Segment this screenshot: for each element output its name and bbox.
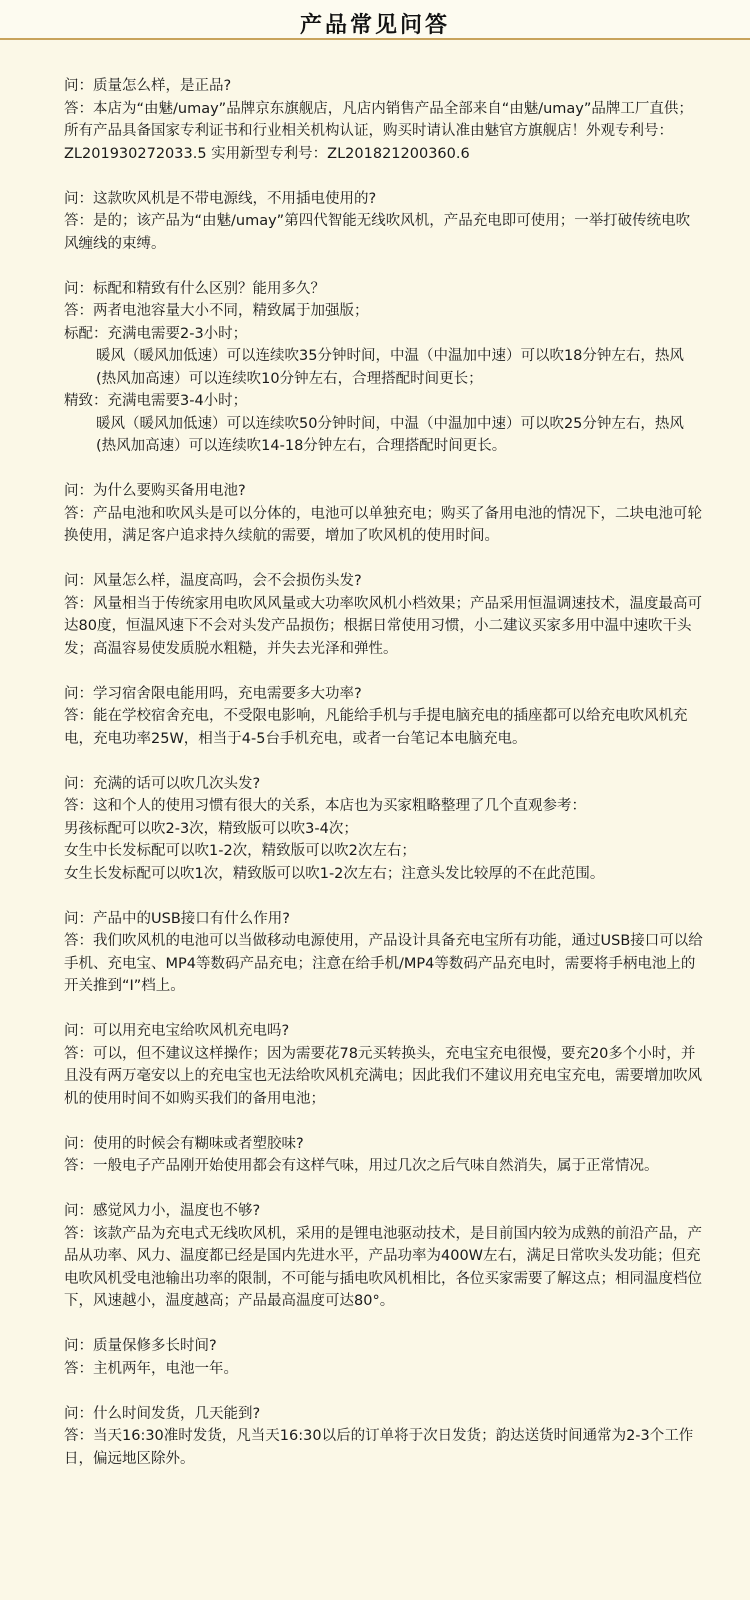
faq-item — [64, 278, 704, 458]
faq-list — [64, 75, 704, 1493]
faq-item — [64, 908, 704, 998]
faq-answer-line: 答：两者电池容量大小不同，精致属于加强版； — [64, 303, 369, 319]
faq-answer-line: 答：这和个人的使用习惯有很大的关系，本店也为买家粗略整理了几个直观参考： — [64, 798, 586, 814]
faq-answer-line: 答：当天16:30准时发货，凡当天16:30以后的订单将于次日发货；韵达送货时间通常为2-3个工作日，偏远地区除外。 — [64, 1428, 694, 1467]
faq-item — [64, 188, 704, 256]
faq-answer-line: 女生中长发标配可以吹1-2次，精致版可以吹2次左右； — [64, 843, 416, 859]
faq-item — [64, 683, 704, 751]
faq-item — [64, 570, 704, 660]
faq-answer-line: 答：我们吹风机的电池可以当做移动电源使用，产品设计具备充电宝所有功能，通过USB接口可以给手机、充电宝、MP4等数码产品充电；注意在给手机/MP4等数码产品充电时，需要将手柄电池上的开关推到“I”档上。 — [64, 933, 703, 994]
faq-answer-line: 答：该款产品为充电式无线吹风机，采用的是锂电池驱动技术，是目前国内较为成熟的前沿产品，产品从功率、风力、温度都已经是国内先进水平，产品功率为400W左右，满足日常吹头发功能；但充电吹风机受电池输出功率的限制，不可能与插电吹风机相比，各位买家需要了解这点；相同温度档位下，风速越小，温度越高；产品最高温度可达80°。 — [64, 1225, 702, 1309]
faq-question: 问：产品中的USB接口有什么作用? — [64, 910, 290, 927]
faq-answer-line: 答：主机两年，电池一年。 — [64, 1360, 238, 1377]
faq-answer-line: 暖风（暖风加低速）可以连续吹35分钟时间，中温（中温加中速）可以吹18分钟左右，热风(热风加高速）可以连续吹10分钟左右，合理搭配时间更长； — [96, 348, 684, 387]
faq-question: 问：感觉风力小，温度也不够? — [64, 1203, 261, 1219]
page-title: 产品常见问答 — [299, 13, 450, 38]
faq-answer-line: 男孩标配可以吹2-3次，精致版可以吹3-4次； — [64, 820, 358, 837]
faq-item — [64, 1133, 704, 1178]
faq-item — [64, 1200, 704, 1313]
faq-answer-line: 精致：充满电需要3-4小时； — [64, 393, 248, 409]
faq-answer-line: 答：本店为“由魅/umay”品牌京东旗舰店，凡店内销售产品全部来自“由魅/umay”品牌工厂直供；所有产品具备国家专利证书和行业相关机构认证，购买时请认准由魅官方旗舰店！外观专利号：ZL201930272033.5 实用新型专利号：ZL201821200360.6 — [64, 100, 693, 162]
faq-item — [64, 1403, 704, 1471]
faq-item — [64, 75, 704, 165]
faq-answer-line: 暖风（暖风加低速）可以连续吹50分钟时间，中温（中温加中速）可以吹25分钟左右，热风(热风加高速）可以连续吹14-18分钟左右，合理搭配时间更长。 — [96, 415, 684, 454]
faq-answer-line: 答：能在学校宿舍充电，不受限电影响，凡能给手机与手提电脑充电的插座都可以给充电吹风机充电，充电功率25W，相当于4-5台手机充电，或者一台笔记本电脑充电。 — [64, 708, 688, 747]
faq-question: 问：充满的话可以吹几次头发? — [64, 775, 261, 792]
faq-item — [64, 1335, 704, 1380]
faq-item — [64, 773, 704, 886]
header-divider — [0, 38, 750, 40]
faq-question: 问：风量怎么样，温度高吗，会不会损伤头发? — [64, 573, 362, 589]
page-header — [0, 0, 750, 40]
faq-answer-line: 答：产品电池和吹风头是可以分体的，电池可以单独充电；购买了备用电池的情况下，二块电池可轮换使用，满足客户追求持久续航的需要，增加了吹风机的使用时间。 — [64, 505, 702, 544]
faq-question: 问：这款吹风机是不带电源线，不用插电使用的? — [64, 190, 377, 207]
faq-item — [64, 480, 704, 548]
faq-question: 问：质量怎么样，是正品? — [64, 78, 232, 94]
faq-answer-line: 答：风量相当于传统家用电吹风风量或大功率吹风机小档效果；产品采用恒温调速技术，温度最高可达80度，恒温风速下不会对头发产品损伤；根据日常使用习惯，小二建议买家多用中温中速吹干头发；高温容易使发质脱水粗糙，并失去光泽和弹性。 — [64, 595, 702, 657]
faq-question: 问：标配和精致有什么区别？能用多久？ — [64, 280, 325, 297]
faq-answer-line: 女生长发标配可以吹1次，精致版可以吹1-2次左右；注意头发比较厚的不在此范围。 — [64, 865, 605, 882]
faq-item — [64, 1020, 704, 1110]
faq-question: 问：什么时间发货，几天能到? — [64, 1405, 261, 1422]
faq-answer-line: 标配：充满电需要2-3小时； — [64, 325, 248, 342]
faq-answer-line: 答：是的；该产品为“由魅/umay”第四代智能无线吹风机，产品充电即可使用；一举打破传统电吹风缠线的束缚。 — [64, 213, 691, 252]
faq-answer-line: 答：可以，但不建议这样操作；因为需要花78元买转换头，充电宝充电很慢，要充20多个小时，并且没有两万毫安以上的充电宝也无法给吹风机充满电；因此我们不建议用充电宝充电，需要增加吹风机的使用时间不如购买我们的备用电池； — [64, 1045, 702, 1107]
faq-answer-line: 答：一般电子产品刚开始使用都会有这样气味，用过几次之后气味自然消失，属于正常情况。 — [64, 1158, 659, 1174]
faq-question: 问：为什么要购买备用电池? — [64, 483, 246, 499]
faq-question: 问：学习宿舍限电能用吗，充电需要多大功率? — [64, 685, 362, 702]
faq-question: 问：质量保修多长时间? — [64, 1338, 217, 1354]
faq-question: 问：可以用充电宝给吹风机充电吗? — [64, 1023, 290, 1039]
faq-question: 问：使用的时候会有糊味或者塑胶味? — [64, 1135, 304, 1152]
